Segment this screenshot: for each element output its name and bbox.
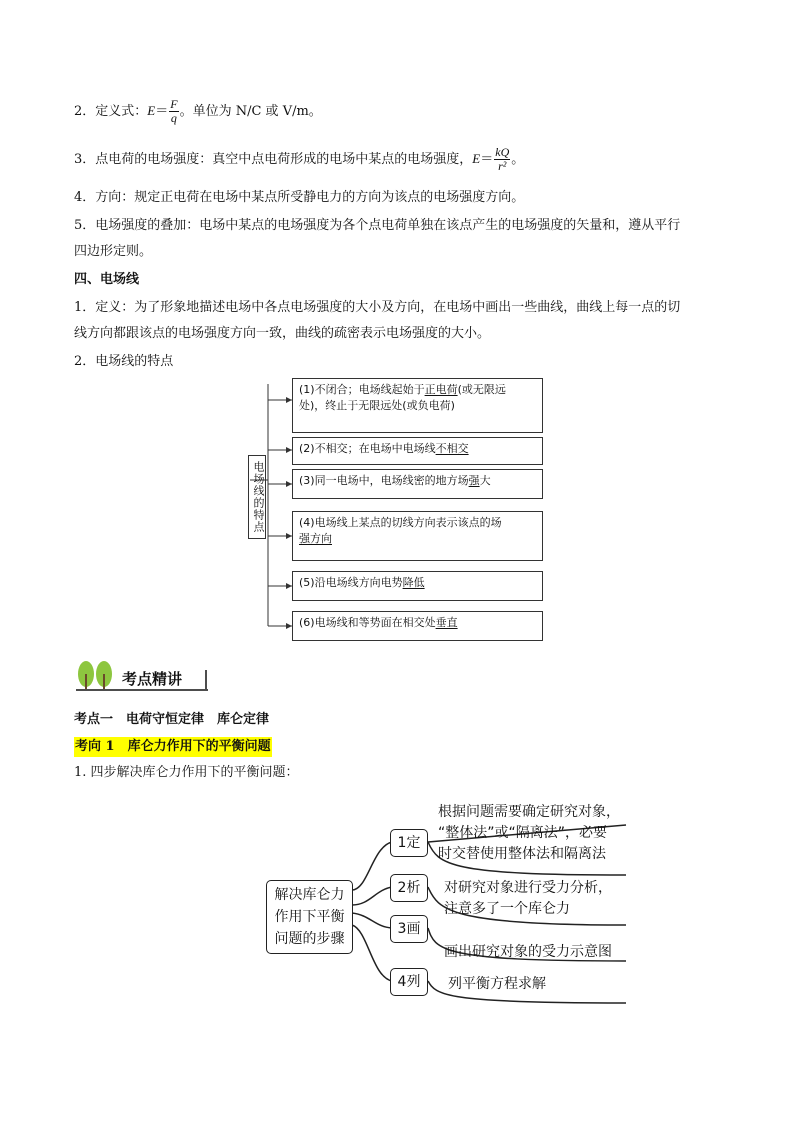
topic-title: 考点一 电荷守恒定律 库仑定律 xyxy=(74,712,270,727)
step-2-note: 对研究对象进行受力分析， 注意多了一个库仑力 xyxy=(444,880,612,917)
field-line-definition-1: 1．定义：为了形象地描述电场中各点电场强度的大小及方向，在电场中画出一些曲线，曲线上每一点的切 xyxy=(74,300,681,315)
step-box-1: 1定 xyxy=(390,829,428,857)
fraction-f-over-q: $\frac{F}{q}$ xyxy=(170,97,178,125)
field-line-features-label: 2．电场线的特点 xyxy=(74,354,174,369)
feature-box-5: (5)沿电场线方向电势降低 xyxy=(292,571,543,601)
superposition-line-2: 四边形定则。 xyxy=(74,244,153,259)
steps-root-box: 解决库仑力 作用下平衡 问题的步骤 xyxy=(266,880,353,954)
topic-subtitle-highlight: 考向 1 库仑力作用下的平衡问题 xyxy=(74,737,272,757)
feature-box-3: (3)同一电场中，电场线密的地方场强大 xyxy=(292,469,543,499)
step-4-note: 列平衡方程求解 xyxy=(448,976,546,992)
fraction-kq-over-r2: $\frac{kQ}{\text{r²}}$ xyxy=(495,145,510,173)
feature-box-1: (1)不闭合；电场线起始于正电荷(或无限远 处)，终止于无限远处(或负电荷) xyxy=(292,378,543,433)
banner-title: 考点精讲 xyxy=(122,670,183,688)
step-box-3: 3画 xyxy=(390,915,428,943)
direction-line: 4．方向：规定正电荷在电场中某点所受静电力的方向为该点的电场强度方向。 xyxy=(74,190,525,205)
step-3-note: 画出研究对象的受力示意图 xyxy=(444,944,612,960)
feature-box-4: (4)电场线上某点的切线方向表示该点的场 强方向 xyxy=(292,511,543,561)
feature-box-6: (6)电场线和等势面在相交处垂直 xyxy=(292,611,543,641)
four-step-intro: 1. 四步解决库仑力作用下的平衡问题： xyxy=(74,765,299,780)
step-box-2: 2析 xyxy=(390,874,428,902)
definition-formula-line: 2．定义式：E＝ $\frac{F}{q}$ 。单位为 N/C 或 V/m。 xyxy=(74,97,322,125)
step-1-note: 根据问题需要确定研究对象， “整体法”或“隔离法”，必要 时交替使用整体法和隔离法 xyxy=(438,804,620,862)
step-box-4: 4列 xyxy=(390,968,428,996)
section-heading-field-lines: 四、电场线 xyxy=(74,272,140,287)
point-charge-formula-line: 3．点电荷的电场强度：真空中点电荷形成的电场中某点的电场强度，E＝ $\frac{kQ}{\text{r²}}$ 。 xyxy=(74,145,525,173)
field-line-definition-2: 线方向都跟该点的电场强度方向一致，曲线的疏密表示电场强度的大小。 xyxy=(74,326,491,341)
features-root-box: 电场线的特点 xyxy=(248,455,266,539)
feature-box-2: (2)不相交；在电场中电场线不相交 xyxy=(292,437,543,465)
superposition-line-1: 5．电场强度的叠加：电场中某点的电场强度为各个点电荷单独在该点产生的电场强度的矢量和，遵从平行 xyxy=(74,218,681,233)
